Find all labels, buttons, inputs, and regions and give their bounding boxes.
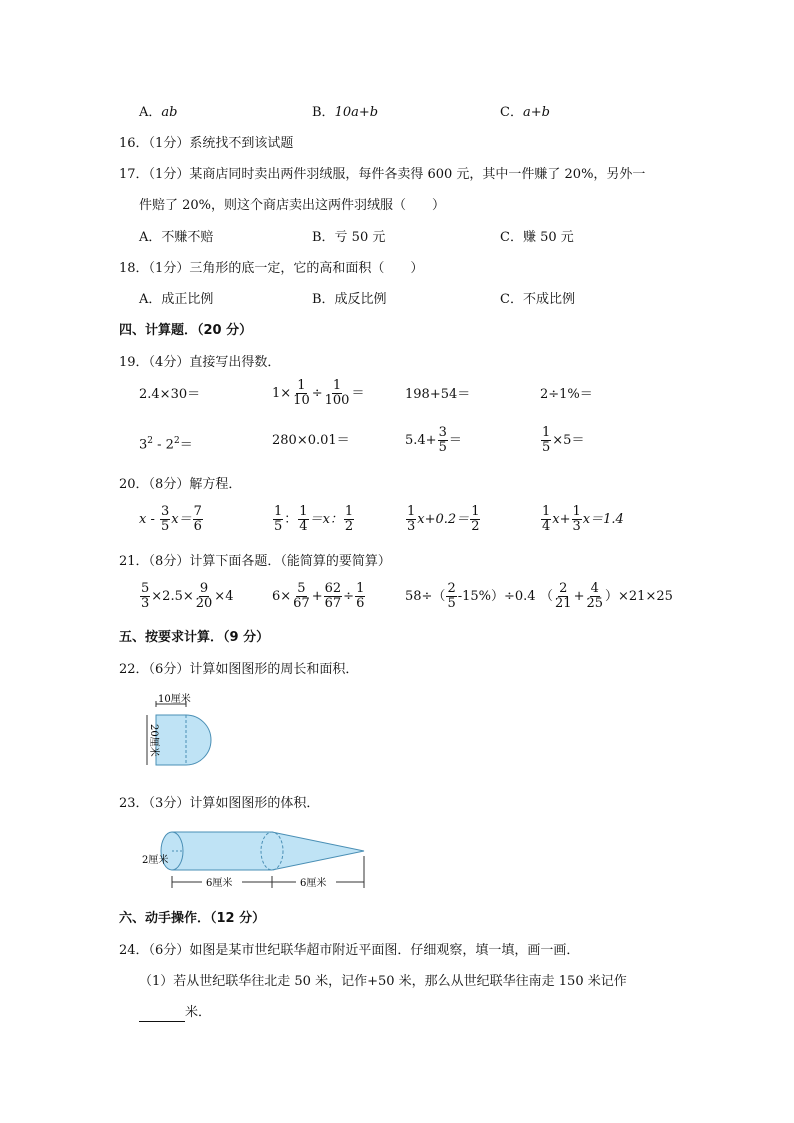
- q17-line1: 17．（1分）某商店同时卖出两件羽绒服，每件各卖得 600 元，其中一件赚了 20%，另外一: [119, 167, 646, 182]
- q23-figure: [136, 826, 376, 896]
- q16-stem: 16．（1分）系统找不到该试题: [119, 136, 294, 151]
- q21-expr-1: $\frac{5}{3}$ ×2.5× $\frac{9}{20}$ ×4: [141, 581, 234, 611]
- width-label: 10厘米: [158, 694, 191, 705]
- q17-option-a: A．不赚不赔: [139, 230, 214, 245]
- q19-expr-1: 2.4×30＝: [139, 387, 201, 402]
- q19-expr-5: $3^2 - 2^2=$: [139, 436, 193, 453]
- q17-line2: 件赔了 20%，则这个商店卖出这两件羽绒服（ ）: [139, 198, 446, 213]
- q15-option-a: A．ab: [139, 105, 178, 120]
- q20-eq-2: $\frac{1}{5}$ ： $\frac{1}{4}$ ＝x： $\frac{1}{2}$: [274, 504, 354, 534]
- q20-eq-3: $\frac{1}{3}$ x+0.2＝ $\frac{1}{2}$: [407, 504, 480, 534]
- q15-option-b: B．10a+b: [312, 105, 379, 120]
- q15-option-c: C．a+b: [500, 105, 550, 120]
- q17-option-b: B．亏 50 元: [312, 230, 386, 245]
- q21-expr-3: 58÷（ $\frac{2}{5}$ -15%）÷0.4: [405, 581, 536, 611]
- q24-part-1-answer[interactable]: 米．: [139, 1004, 211, 1022]
- radius-label: 2厘米: [142, 855, 169, 866]
- cylinder-cone-shape: [172, 832, 364, 870]
- q18-option-a: A．成正比例: [139, 292, 214, 307]
- q20-stem: 20．（8分）解方程．: [119, 477, 242, 492]
- q20-eq-4: $\frac{1}{4}$ x+ $\frac{1}{3}$ x＝1.4: [542, 504, 624, 534]
- q18-option-b: B．成反比例: [312, 292, 387, 307]
- q19-expr-6: 280×0.01＝: [272, 433, 350, 448]
- q19-expr-3: 198+54＝: [405, 387, 471, 402]
- q24-part-1: （1）若从世纪联华往北走 50 米，记作+50 米，那么从世纪联华往南走 150 米记作: [139, 974, 627, 989]
- q18-stem: 18．（1分）三角形的底一定，它的高和面积（ ）: [119, 261, 424, 276]
- q18-option-c: C．不成比例: [500, 292, 575, 307]
- q24-stem: 24．（6分）如图是某市世纪联华超市附近平面图．仔细观察，填一填，画一画．: [119, 943, 580, 958]
- height-label: 20厘米: [148, 724, 159, 757]
- q19-expr-8: $\frac{1}{5}$ ×5＝: [542, 425, 585, 455]
- answer-blank: [139, 1009, 185, 1022]
- q17-option-c: C．赚 50 元: [500, 230, 574, 245]
- q20-eq-1: x - $\frac{3}{5}$ x＝ $\frac{7}{6}$: [139, 504, 202, 534]
- q19-expr-2: 1× $\frac{1}{10}$ ÷ $\frac{1}{100}$ ＝: [272, 378, 365, 408]
- q22-stem: 22．（6分）计算如图图形的周长和面积．: [119, 662, 359, 677]
- q19-expr-7: 5.4+ $\frac{3}{5}$ ＝: [405, 425, 462, 455]
- q21-expr-2: 6× $\frac{5}{67}$ + $\frac{62}{67}$ ÷ $\frac{1}{6}$: [272, 581, 365, 611]
- q22-figure: [136, 692, 236, 782]
- q21-expr-4: （ $\frac{2}{21}$ + $\frac{4}{25}$ ）×21×25: [540, 581, 673, 611]
- section-4-heading: 四、计算题．（20 分）: [119, 323, 253, 338]
- rectangle-semicircle-shape: [156, 715, 211, 765]
- q21-stem: 21．（8分）计算下面各题．（能简算的要简算）: [119, 554, 391, 569]
- q19-stem: 19．（4分）直接写出得数．: [119, 355, 281, 370]
- section-5-heading: 五、按要求计算．（9 分）: [119, 630, 270, 645]
- q19-expr-4: 2÷1%＝: [540, 387, 593, 402]
- section-6-heading: 六、动手操作．（12 分）: [119, 911, 266, 926]
- cone-length-label: 6厘米: [300, 878, 327, 889]
- cylinder-length-label: 6厘米: [206, 878, 233, 889]
- q23-stem: 23．（3分）计算如图图形的体积．: [119, 796, 320, 811]
